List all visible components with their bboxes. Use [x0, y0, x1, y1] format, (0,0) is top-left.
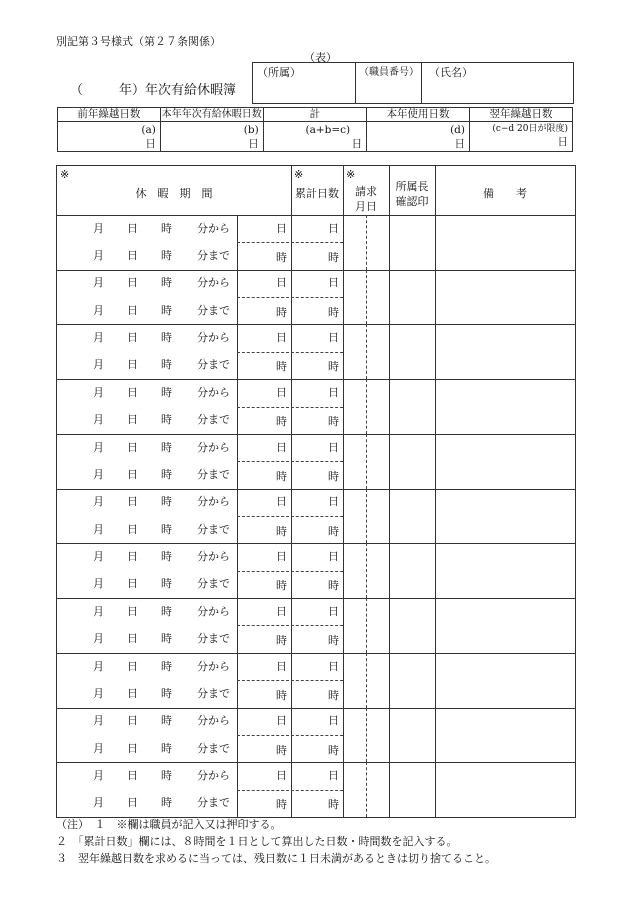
- from-label: 分から: [197, 550, 230, 564]
- from-label: 月: [93, 276, 104, 290]
- duration-hour-unit: 時: [276, 305, 287, 319]
- cumulative-day-unit: 日: [328, 604, 339, 618]
- from-label: 分から: [197, 659, 230, 673]
- mark-request: ※: [346, 168, 356, 181]
- table-row: [57, 598, 575, 654]
- from-label: 時: [161, 385, 172, 399]
- to-label: 日: [127, 741, 138, 755]
- remarks-cell[interactable]: [436, 762, 575, 817]
- request-date-cell[interactable]: [343, 270, 389, 325]
- table-row: [57, 270, 575, 326]
- duration-hour-unit: 時: [276, 251, 287, 264]
- header-cumulative: 累計日数: [295, 187, 339, 200]
- summary-header-0: 前年繰越日数: [58, 108, 161, 122]
- ledger-table: [56, 165, 576, 818]
- cumulative-day-unit: 日: [328, 714, 339, 728]
- duration-day-unit: 日: [276, 550, 287, 564]
- cumulative-day-unit: 日: [328, 385, 339, 399]
- cumulative-day-unit: 日: [328, 550, 339, 564]
- from-label: 時: [161, 550, 172, 564]
- table-row: [57, 379, 575, 435]
- cumulative-hour-unit: 時: [328, 798, 339, 812]
- approval-seal-cell[interactable]: [390, 489, 435, 544]
- from-label: 月: [93, 385, 104, 399]
- title-prefix: （: [70, 83, 84, 98]
- summary-cell-3: (d) 日: [367, 122, 470, 152]
- header-period: 休 暇 期 間: [135, 187, 213, 200]
- summary-header-1: 本年年次有給休暇日数: [161, 108, 262, 120]
- from-label: 時: [161, 276, 172, 290]
- to-label: 時: [161, 686, 172, 700]
- from-label: 月: [93, 495, 104, 509]
- title-text: 年）年次有給休暇簿: [119, 83, 237, 98]
- cumulative-day-unit: 日: [328, 276, 339, 290]
- summary-cell-2: (a+b=c) 日: [263, 122, 366, 152]
- request-date-cell[interactable]: [343, 379, 389, 434]
- duration-hour-unit: 時: [276, 743, 287, 757]
- cumulative-hour-unit: 時: [328, 579, 339, 593]
- note-3: ３ 翌年繰越日数を求めるに当っては、残日数に１日未満があるときは切り捨てること。: [56, 852, 496, 865]
- approval-seal-cell[interactable]: [390, 543, 435, 598]
- header-request: 請求 月日: [355, 185, 377, 214]
- to-label: 月: [93, 577, 104, 591]
- from-label: 時: [161, 440, 172, 454]
- from-label: 分から: [197, 385, 230, 399]
- to-label: 月: [93, 303, 104, 317]
- remarks-cell[interactable]: [436, 543, 575, 598]
- cumulative-day-unit: 日: [328, 440, 339, 454]
- summary-table: [57, 107, 573, 152]
- from-label: 分から: [197, 604, 230, 618]
- from-label: 分から: [197, 331, 230, 345]
- remarks-cell[interactable]: [436, 215, 575, 270]
- from-label: 分から: [197, 276, 230, 290]
- approval-seal-cell[interactable]: [390, 270, 435, 325]
- table-row: [57, 762, 575, 817]
- from-label: 月: [93, 604, 104, 618]
- duration-day-unit: 日: [276, 495, 287, 509]
- from-label: 日: [127, 550, 138, 564]
- to-label: 時: [161, 358, 172, 372]
- from-label: 時: [161, 714, 172, 728]
- ledger-header: [57, 166, 575, 216]
- from-label: 月: [93, 768, 104, 782]
- header-approval: 所属長 確認印: [395, 180, 429, 209]
- summary-cell-4: (c−d 20日が限度) 日: [470, 122, 573, 152]
- from-label: 日: [127, 659, 138, 673]
- remarks-cell[interactable]: [436, 270, 575, 325]
- from-label: 日: [127, 604, 138, 618]
- duration-hour-unit: 時: [276, 688, 287, 702]
- from-label: 日: [127, 714, 138, 728]
- cumulative-day-unit: 日: [328, 331, 339, 345]
- remarks-cell[interactable]: [436, 708, 575, 763]
- cumulative-hour-unit: 時: [328, 415, 339, 429]
- from-label: 月: [93, 550, 104, 564]
- note-2: ２ 「累計日数」欄には、８時間を１日として算出した日数・時間数を記入する。: [56, 835, 458, 848]
- cumulative-hour-unit: 時: [328, 688, 339, 702]
- remarks-cell[interactable]: [436, 653, 575, 708]
- ledger-rows: [57, 215, 575, 817]
- to-label: 月: [93, 686, 104, 700]
- to-label: 時: [161, 303, 172, 317]
- table-row: [57, 543, 575, 599]
- to-label: 分まで: [197, 632, 230, 646]
- duration-hour-unit: 時: [276, 579, 287, 593]
- cumulative-day-unit: 日: [328, 659, 339, 673]
- request-date-cell[interactable]: [343, 215, 389, 270]
- from-label: 分から: [197, 768, 230, 782]
- to-label: 分まで: [197, 522, 230, 536]
- request-date-cell[interactable]: [343, 543, 389, 598]
- request-date-cell[interactable]: [343, 434, 389, 489]
- duration-hour-unit: 時: [276, 798, 287, 812]
- name-label: （氏名）: [429, 66, 473, 79]
- to-label: 時: [161, 741, 172, 755]
- request-date-cell[interactable]: [343, 653, 389, 708]
- to-label: 分まで: [197, 741, 230, 755]
- remarks-cell[interactable]: [436, 489, 575, 544]
- cumulative-day-unit: 日: [328, 495, 339, 509]
- summary-cell-1: (b) 日: [160, 122, 263, 152]
- title: [70, 79, 236, 98]
- approval-seal-cell[interactable]: [390, 598, 435, 653]
- from-label: 日: [127, 331, 138, 345]
- duration-hour-unit: 時: [276, 524, 287, 538]
- from-label: 分から: [197, 495, 230, 509]
- to-label: 時: [161, 632, 172, 646]
- cumulative-hour-unit: 時: [328, 251, 339, 264]
- duration-hour-unit: 時: [276, 634, 287, 648]
- approval-seal-cell[interactable]: [390, 708, 435, 763]
- from-label: 月: [93, 440, 104, 454]
- to-label: 時: [161, 467, 172, 481]
- owner-box: [252, 62, 574, 104]
- table-row: [57, 489, 575, 545]
- from-label: 月: [93, 331, 104, 345]
- approval-seal-cell[interactable]: [390, 434, 435, 489]
- to-label: 月: [93, 522, 104, 536]
- request-date-cell[interactable]: [343, 598, 389, 653]
- from-label: 日: [127, 495, 138, 509]
- from-label: 時: [161, 768, 172, 782]
- affiliation-label: （所属）: [257, 66, 301, 79]
- table-row: [57, 434, 575, 490]
- to-label: 月: [93, 467, 104, 481]
- duration-day-unit: 日: [276, 768, 287, 782]
- from-label: 分から: [197, 714, 230, 728]
- cumulative-hour-unit: 時: [328, 469, 339, 483]
- remarks-cell[interactable]: [436, 324, 575, 379]
- staff-no-label: （職員番号）: [359, 67, 419, 78]
- mark-period: ※: [60, 168, 70, 181]
- table-row: [57, 215, 575, 271]
- from-label: 月: [93, 659, 104, 673]
- to-label: 日: [127, 686, 138, 700]
- from-label: 時: [161, 221, 172, 235]
- table-row: [57, 708, 575, 764]
- from-label: 日: [127, 276, 138, 290]
- table-row: [57, 653, 575, 709]
- to-label: 日: [127, 522, 138, 536]
- approval-seal-cell[interactable]: [390, 215, 435, 270]
- duration-hour-unit: 時: [276, 360, 287, 374]
- duration-day-unit: 日: [276, 714, 287, 728]
- to-label: 月: [93, 358, 104, 372]
- from-label: 日: [127, 385, 138, 399]
- duration-day-unit: 日: [276, 385, 287, 399]
- header-remarks: 備 考: [483, 187, 527, 200]
- to-label: 時: [161, 249, 172, 262]
- to-label: 分まで: [197, 796, 230, 810]
- to-label: 分まで: [197, 577, 230, 591]
- to-label: 日: [127, 467, 138, 481]
- from-label: 日: [127, 768, 138, 782]
- to-label: 日: [127, 358, 138, 372]
- to-label: 時: [161, 522, 172, 536]
- request-date-cell[interactable]: [343, 708, 389, 763]
- to-label: 時: [161, 413, 172, 427]
- to-label: 日: [127, 577, 138, 591]
- approval-seal-cell[interactable]: [390, 653, 435, 708]
- to-label: 月: [93, 249, 104, 262]
- duration-day-unit: 日: [276, 440, 287, 454]
- to-label: 月: [93, 796, 104, 810]
- approval-seal-cell[interactable]: [390, 324, 435, 379]
- cumulative-hour-unit: 時: [328, 634, 339, 648]
- to-label: 分まで: [197, 467, 230, 481]
- duration-day-unit: 日: [276, 331, 287, 345]
- from-label: 日: [127, 221, 138, 235]
- to-label: 日: [127, 796, 138, 810]
- from-label: 時: [161, 495, 172, 509]
- to-label: 分まで: [197, 303, 230, 317]
- from-label: 月: [93, 221, 104, 235]
- to-label: 日: [127, 632, 138, 646]
- cumulative-hour-unit: 時: [328, 305, 339, 319]
- from-label: 時: [161, 659, 172, 673]
- to-label: 日: [127, 413, 138, 427]
- cumulative-hour-unit: 時: [328, 743, 339, 757]
- request-date-cell[interactable]: [343, 324, 389, 379]
- cumulative-hour-unit: 時: [328, 524, 339, 538]
- remarks-cell[interactable]: [436, 379, 575, 434]
- duration-hour-unit: 時: [276, 469, 287, 483]
- side-label: （表）: [304, 51, 337, 64]
- approval-seal-cell[interactable]: [390, 379, 435, 434]
- duration-day-unit: 日: [276, 221, 287, 235]
- duration-day-unit: 日: [276, 604, 287, 618]
- cumulative-day-unit: 日: [328, 768, 339, 782]
- to-label: 月: [93, 413, 104, 427]
- to-label: 日: [127, 249, 138, 262]
- from-label: 分から: [197, 440, 230, 454]
- from-label: 分から: [197, 221, 230, 235]
- to-label: 日: [127, 303, 138, 317]
- summary-header-2: 計: [263, 108, 366, 122]
- duration-day-unit: 日: [276, 276, 287, 290]
- form-label: 別記第３号様式（第２７条関係）: [56, 35, 221, 48]
- summary-header-3: 本年使用日数: [367, 108, 470, 122]
- duration-day-unit: 日: [276, 659, 287, 673]
- to-label: 時: [161, 577, 172, 591]
- to-label: 分まで: [197, 358, 230, 372]
- from-label: 日: [127, 440, 138, 454]
- cumulative-day-unit: 日: [328, 221, 339, 235]
- to-label: 分まで: [197, 413, 230, 427]
- to-label: 分まで: [197, 249, 230, 262]
- summary-cell-0: (a) 日: [58, 122, 161, 152]
- to-label: 時: [161, 796, 172, 810]
- duration-hour-unit: 時: [276, 415, 287, 429]
- remarks-cell[interactable]: [436, 434, 575, 489]
- mark-cumulative: ※: [294, 168, 304, 181]
- to-label: 月: [93, 632, 104, 646]
- summary-header-4: 翌年繰越日数: [470, 108, 573, 122]
- to-label: 月: [93, 741, 104, 755]
- approval-seal-cell[interactable]: [390, 762, 435, 817]
- remarks-cell[interactable]: [436, 598, 575, 653]
- request-date-cell[interactable]: [343, 489, 389, 544]
- from-label: 時: [161, 331, 172, 345]
- request-date-cell[interactable]: [343, 762, 389, 817]
- table-row: [57, 324, 575, 380]
- from-label: 月: [93, 714, 104, 728]
- from-label: 時: [161, 604, 172, 618]
- cumulative-hour-unit: 時: [328, 360, 339, 374]
- note-1: （注） １ ※欄は職員が記入又は押印する。: [56, 818, 282, 831]
- to-label: 分まで: [197, 686, 230, 700]
